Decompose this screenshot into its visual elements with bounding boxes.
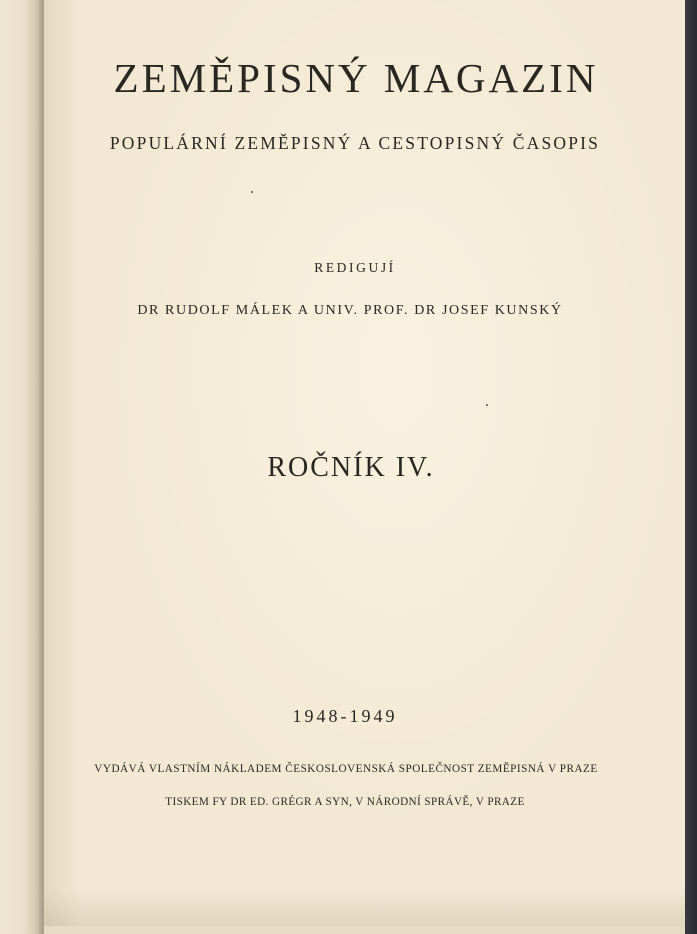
paper-speck [486,404,488,406]
editors-label: REDIGUJÍ [314,260,396,275]
publisher-line: VYDÁVÁ VLASTNÍM NÁKLADEM ČESKOSLOVENSKÁ SPOLEČNOST ZEMĚPISNÁ V PRAZE [94,763,598,775]
printer-line: TISKEM FY DR ED. GRÉGR A SYN, V NÁRODNÍ SPRÁVĚ, V PRAZE [165,796,525,808]
page-bottom-edge [44,926,685,934]
editors-names: DR RUDOLF MÁLEK A UNIV. PROF. DR JOSEF KUNSKÝ [137,303,563,318]
magazine-subtitle: POPULÁRNÍ ZEMĚPISNÝ A CESTOPISNÝ ČASOPIS [109,133,601,153]
magazine-title: ZEMĚPISNÝ MAGAZIN [113,55,599,101]
publication-years: 1948-1949 [292,706,398,726]
paper-speck [251,191,253,193]
scanner-background [685,0,697,934]
volume-number: ROČNÍK IV. [267,452,435,483]
